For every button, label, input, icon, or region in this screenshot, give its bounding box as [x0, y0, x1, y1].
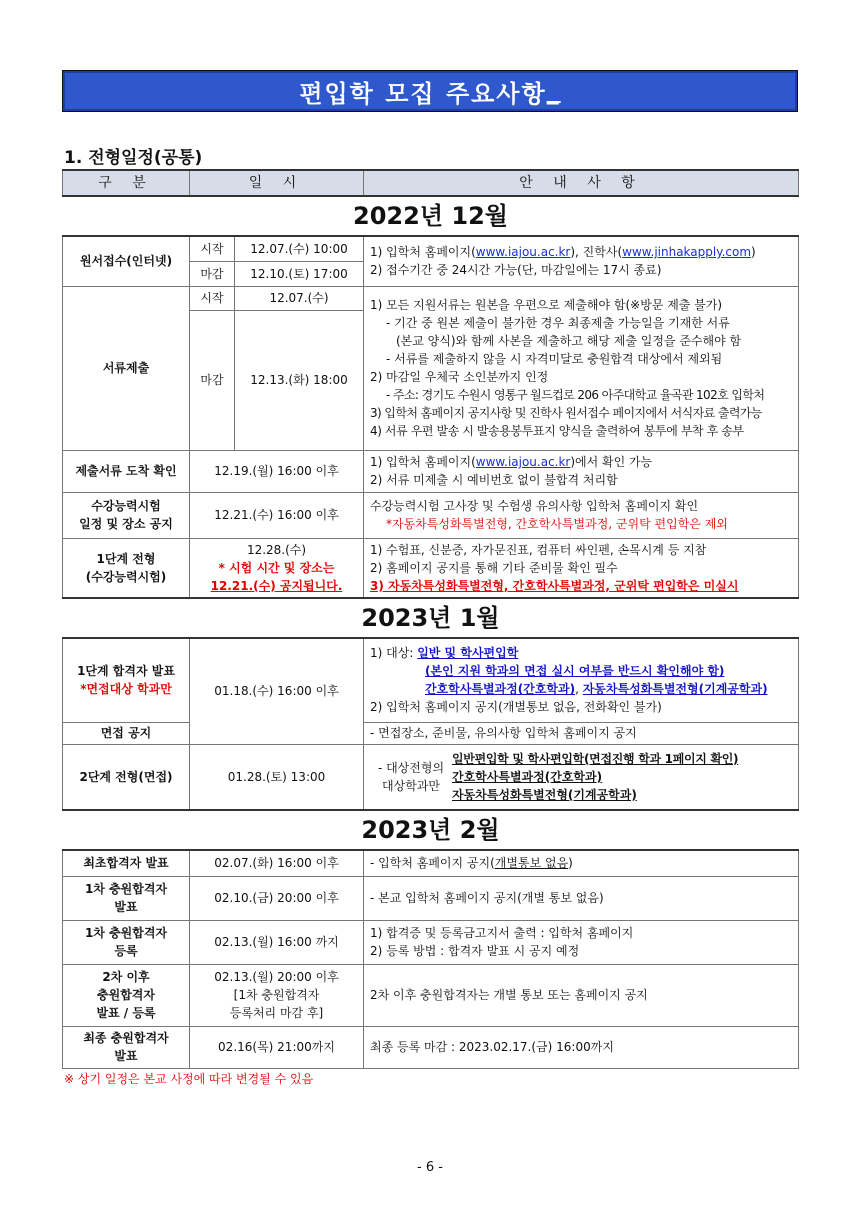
table-row [63, 538, 799, 598]
end-label: 마감 [190, 261, 235, 286]
category-add1-reg: 1차 충원합격자 등록 [63, 920, 190, 964]
table-row [63, 236, 799, 261]
note-line: 2) 홈페이지 공지를 통해 기타 준비물 확인 필수 [370, 560, 618, 575]
table-row [63, 850, 799, 876]
category-test-notice: 수강능력시험 일정 및 장소 공지 [63, 492, 190, 538]
page-title-banner [62, 70, 798, 112]
add1-reg-notes [364, 920, 799, 964]
stage1-result-date: 01.18.(수) 16:00 이후 [190, 638, 364, 744]
table-row [63, 722, 799, 744]
section-title: 1. 전형일정(공통) [64, 148, 203, 168]
start-date: 12.07.(수) [235, 286, 364, 310]
note-line: 4) 서류 우편 발송 시 발송용봉투표지 양식을 출력하여 봉투에 부착 후 송부 [370, 424, 744, 438]
table-row [63, 1026, 799, 1068]
last-date: 02.16(목) 21:00까지 [190, 1026, 364, 1068]
test-notice-notes [364, 492, 799, 538]
month-row-feb [63, 810, 799, 850]
note-line: - 주소: 경기도 수원시 영통구 월드컵로 206 아주대학교 율곡관 102호 입학처 [386, 388, 765, 402]
note-line: - 기간 중 원본 제출이 불가한 경우 최종제출 가능일을 기재한 서류 [386, 316, 730, 330]
add1-reg-date: 02.13.(월) 16:00 까지 [190, 920, 364, 964]
note-line: 1) 입학처 홈페이지(www.iajou.ac.kr)에서 확인 가능 [370, 455, 653, 469]
note-line: 2) 입학처 홈페이지 공지(개별통보 없음, 전화확인 불가) [370, 700, 662, 715]
category-apply: 원서접수(인터넷) [63, 236, 190, 286]
note-line: *자동차특성화특별전형, 간호학사특별과정, 군위탁 편입학은 제외 [386, 517, 728, 531]
table-row [63, 876, 799, 920]
category-docs: 서류제출 [63, 286, 190, 450]
stage2-left: - 대상전형의 대상학과만 [377, 760, 445, 793]
month-row-dec [63, 196, 799, 236]
note-line: 간호학사특별과정(간호학과), 자동차특성화특별전형(기계공학과) [425, 682, 768, 697]
table-header-row [63, 170, 799, 196]
category-stage1-result: 1단계 합격자 발표 *면접대상 학과만 [63, 638, 190, 722]
note-line: 3) 자동차특성화특별전형, 간호학사특별과정, 군위탁 편입학은 미실시 [370, 578, 739, 593]
start-label: 시작 [190, 236, 235, 261]
note-line: 1) 입학처 홈페이지(www.iajou.ac.kr), 진학사(www.jinhakapply.com) [370, 245, 756, 260]
note-line: 2) 마감일 우체국 소인분까지 인정 [370, 370, 549, 384]
table-row [63, 492, 799, 538]
category-stage1: 1단계 전형 (수강능력시험) [63, 538, 190, 598]
interview-notice-note: - 면접장소, 준비물, 유의사항 입학처 홈페이지 공지 [364, 722, 799, 744]
note-line: 수강능력시험 고사장 및 수험생 유의사항 입학처 홈페이지 확인 [370, 499, 699, 513]
category-add2: 2차 이후 충원합격자 발표 / 등록 [63, 964, 190, 1026]
header-date: 일 시 [190, 170, 364, 196]
table-row [63, 964, 799, 1026]
table-row [63, 286, 799, 310]
arrival-notes [364, 450, 799, 492]
category-add1: 1차 충원합격자 발표 [63, 876, 190, 920]
apply-notes [364, 236, 799, 286]
end-label: 마감 [190, 310, 235, 450]
final-note: - 입학처 홈페이지 공지(개별통보 없음) [364, 850, 799, 876]
note-line: 1) 합격증 및 등록금고지서 출력 : 입학처 홈페이지 [370, 926, 634, 940]
category-final: 최초합격자 발표 [63, 850, 190, 876]
category-interview-notice: 면접 공지 [63, 722, 190, 744]
page-number: - 6 - [417, 1160, 443, 1175]
target-line: 일반편입학 및 학사편입학(면접진행 학과 1페이지 확인) [452, 751, 739, 766]
table-row [63, 638, 799, 722]
note-line: (본인 지원 학과의 면접 실시 여부를 반드시 확인해야 함) [425, 664, 725, 679]
note-line: 2) 접수기간 중 24시간 가능(단, 마감일에는 17시 종료) [370, 263, 662, 278]
table-row [63, 450, 799, 492]
add1-note: - 본교 입학처 홈페이지 공지(개별 통보 없음) [364, 876, 799, 920]
stage1-date: 12.28.(수) * 시험 시간 및 장소는 12.21.(수) 공지됩니다. [190, 538, 364, 598]
add1-date: 02.10.(금) 20:00 이후 [190, 876, 364, 920]
docs-notes [364, 286, 799, 450]
note-line: 1) 대상: 일반 및 학사편입학 [370, 646, 519, 661]
category-last: 최종 충원합격자 발표 [63, 1026, 190, 1068]
stage1-notes [364, 538, 799, 598]
add2-date: 02.13.(월) 20:00 이후 [1차 충원합격자 등록처리 마감 후] [190, 964, 364, 1026]
start-label: 시작 [190, 286, 235, 310]
month-label: 2022년 12월 [63, 196, 799, 236]
last-note: 최종 등록 마감 : 2023.02.17.(금) 16:00까지 [364, 1026, 799, 1068]
category-arrival: 제출서류 도착 확인 [63, 450, 190, 492]
target-line: 자동차특성화특별전형(기계공학과) [452, 787, 637, 802]
note-line: 1) 수험표, 신분증, 자가문진표, 컴퓨터 싸인펜, 손목시계 등 지참 [370, 542, 707, 557]
iajou-link[interactable]: www.iajou.ac.kr [475, 455, 571, 469]
stage2-date: 01.28.(토) 13:00 [190, 744, 364, 810]
note-line: 3) 입학처 홈페이지 공지사항 및 진학사 원서접수 페이지에서 서식자료 출력가능 [370, 406, 762, 420]
header-notes: 안 내 사 항 [364, 170, 799, 196]
note-line: 2) 등록 방법 : 합격자 발표 시 공지 예정 [370, 944, 580, 958]
month-label: 2023년 2월 [63, 810, 799, 850]
category-stage2: 2단계 전형(면접) [63, 744, 190, 810]
footnote: ※ 상기 일정은 본교 사정에 따라 변경될 수 있음 [64, 1072, 314, 1086]
note-line: 1) 모든 지원서류는 원본을 우편으로 제출해야 함(※방문 제출 불가) [370, 298, 723, 312]
stage2-notes [364, 744, 799, 810]
arrival-date: 12.19.(월) 16:00 이후 [190, 450, 364, 492]
add2-note: 2차 이후 충원합격자는 개별 통보 또는 홈페이지 공지 [364, 964, 799, 1026]
schedule-table [62, 169, 799, 1069]
target-line: 간호학사특별과정(간호학과) [452, 769, 603, 784]
month-label: 2023년 1월 [63, 598, 799, 638]
jinhak-link[interactable]: www.jinhakapply.com [622, 245, 752, 260]
stage1-result-notes [364, 638, 799, 722]
header-category: 구 분 [63, 170, 190, 196]
month-row-jan [63, 598, 799, 638]
end-date: 12.13.(화) 18:00 [235, 310, 364, 450]
table-row [63, 744, 799, 810]
start-date: 12.07.(수) 10:00 [235, 236, 364, 261]
note-line: (본교 양식)와 함께 사본을 제출하고 해당 제출 일정을 준수해야 함 [396, 334, 742, 348]
end-date: 12.10.(토) 17:00 [235, 261, 364, 286]
title-cursor: _ [546, 77, 561, 105]
test-notice-date: 12.21.(수) 16:00 이후 [190, 492, 364, 538]
final-date: 02.07.(화) 16:00 이후 [190, 850, 364, 876]
stage2-targets [452, 750, 738, 804]
table-row [63, 920, 799, 964]
page-title: 편입학 모집 주요사항 [299, 79, 547, 108]
iajou-link[interactable]: www.iajou.ac.kr [475, 245, 571, 260]
note-line: - 서류를 제출하지 않을 시 자격미달로 충원합격 대상에서 제외됨 [386, 352, 723, 366]
note-line: 2) 서류 미제출 시 예비번호 없이 불합격 처리함 [370, 473, 618, 487]
